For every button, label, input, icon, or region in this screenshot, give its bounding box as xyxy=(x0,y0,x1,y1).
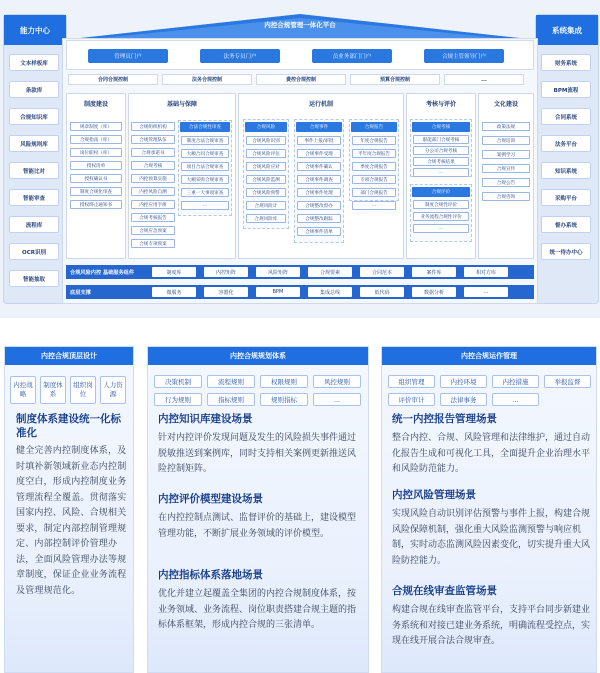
review-head: 合法合规性审查 xyxy=(180,122,230,132)
foundation-item[interactable]: 合规考核 xyxy=(131,161,175,170)
support-item[interactable]: 容器化 xyxy=(204,287,248,297)
assessment-head: 合规考核 xyxy=(412,122,470,132)
capability-item[interactable]: 风险规则库 xyxy=(9,135,59,152)
foundation-item[interactable]: 合规承诺书 xyxy=(131,148,175,157)
capability-item[interactable]: 文本样板库 xyxy=(9,54,59,71)
planning-section-title: 内控知识库建设场景 xyxy=(158,413,253,425)
planning-tag[interactable]: 行为规则 xyxy=(154,393,202,406)
planning-section-title: 内控指标体系落地场景 xyxy=(158,569,263,581)
culture-item[interactable]: 案例学习 xyxy=(482,150,530,159)
culture-item[interactable]: 合规公告 xyxy=(482,178,530,187)
component-bar-label: 合规风险内控 基础服务组件 xyxy=(70,269,135,276)
risk-item[interactable]: 合规风险库 xyxy=(246,214,286,223)
architecture-diagram xyxy=(0,0,600,318)
culture-item[interactable]: 合规咨询 xyxy=(482,192,530,201)
portal-item[interactable]: 管理员门户 xyxy=(88,49,168,63)
operation-tag[interactable]: 法律事务 xyxy=(440,393,487,406)
risk-item[interactable]: 合规风险计 xyxy=(246,201,286,210)
operation-section-body: 构建合规在线审查监管平台，支持平台同步新建业务系统和对接已建业务系统，明确流程受控点，实现在线开展合法合规审查。 xyxy=(392,605,591,646)
foundation-item[interactable]: 内控应用手册 xyxy=(131,200,175,209)
operation-tag[interactable]: 组织管理 xyxy=(388,375,435,388)
institution-item[interactable]: 合规指南（库） xyxy=(70,135,122,144)
appraisal-item[interactable]: ... xyxy=(413,224,469,233)
institution-item[interactable]: 授权清单 xyxy=(70,161,122,170)
component-item[interactable]: 制度库 xyxy=(152,267,196,277)
appraisal-head: 合规评价 xyxy=(412,187,470,197)
component-item[interactable]: 内控矩阵 xyxy=(204,267,248,277)
card-planning-system-title: 内控合规规划体系 xyxy=(148,347,368,365)
support-item[interactable]: 集成总线 xyxy=(308,287,352,297)
operation-section-body: 实现风险自动识别评估预警与事件上报，构建合规风险保障机制，强化重大风险监测预警与响应机制，实时动态监测风险因素变化，切实提升重大风险防控能力。 xyxy=(392,509,591,566)
component-item[interactable]: 合同范本 xyxy=(360,267,404,277)
support-item[interactable]: 微服务 xyxy=(152,287,196,297)
portal-item[interactable]: 合规主管领导门户 xyxy=(424,49,504,63)
panel-institution-title: 制度建设 xyxy=(83,100,108,108)
culture-item[interactable]: 合规宣传 xyxy=(482,164,530,173)
risk-head: 合规风险 xyxy=(245,122,287,132)
operation-tag[interactable]: 内控措施 xyxy=(492,375,539,388)
risk-item[interactable]: 合规风险监测 xyxy=(246,175,286,184)
planning-section-body: 优化并建立起覆盖全集团的内控合规制度体系，按业务领域、业务流程、岗位职责搭建合规主题的指标体系框架，形成内控合规的三张清单。 xyxy=(158,589,357,630)
report-item[interactable]: ... xyxy=(352,201,396,210)
risk-item[interactable]: 合规风险评估 xyxy=(246,149,286,158)
event-item[interactable]: 合规整改跟踪 xyxy=(297,214,341,223)
assessment-item[interactable]: ... xyxy=(413,168,469,177)
capability-item[interactable]: 智能比对 xyxy=(9,162,59,179)
review-item[interactable]: ... xyxy=(181,201,229,210)
component-item[interactable]: 合规要素 xyxy=(308,267,352,277)
event-item[interactable]: 合规事件确认 xyxy=(297,162,341,171)
report-item[interactable]: 年度合规报告 xyxy=(352,136,396,145)
capability-item[interactable]: 合规知识库 xyxy=(9,108,59,125)
appraisal-item[interactable]: 业务流程合规性评价 xyxy=(413,212,469,221)
appraisal-item[interactable]: 制度合规性评价 xyxy=(413,200,469,209)
foundation-item[interactable]: 合规专项预案 xyxy=(131,239,175,248)
foundation-item[interactable]: 内控风险自测 xyxy=(131,187,175,196)
risk-item[interactable]: 合规风险预警 xyxy=(246,188,286,197)
planning-tag[interactable]: 风控规则 xyxy=(313,375,361,388)
support-bar-label: 底层支撑 xyxy=(70,289,91,296)
integration-item[interactable]: 财务系统 xyxy=(541,54,591,71)
risk-item[interactable]: 合规风险应对 xyxy=(246,162,286,171)
foundation-item[interactable]: 合规应急预案 xyxy=(131,226,175,235)
capability-item[interactable]: 智能抽取 xyxy=(9,270,59,287)
planning-section-title: 内控评价模型建设场景 xyxy=(158,493,263,505)
event-item[interactable]: 合规事件处理 xyxy=(297,188,341,197)
operation-tag[interactable]: 举报监督 xyxy=(544,375,591,388)
institution-item[interactable]: 规章制度（库） xyxy=(70,122,122,131)
top-design-tag[interactable]: 组织岗位 xyxy=(70,376,96,404)
review-item[interactable]: 大额合同合规审查 xyxy=(181,149,229,158)
function-item[interactable]: 合同合规控制 xyxy=(68,74,158,85)
institution-item[interactable]: 授权确认书 xyxy=(70,174,122,183)
integration-item[interactable]: 法务平台 xyxy=(541,135,591,152)
component-item[interactable]: 风险矩阵 xyxy=(256,267,300,277)
integration-item[interactable]: 合同系统 xyxy=(541,108,591,125)
panel-mechanism-title: 运行机制 xyxy=(308,100,333,108)
function-item[interactable]: 费控合规控制 xyxy=(256,74,346,85)
planning-tag[interactable]: 指标规则 xyxy=(207,393,255,406)
planning-section-body: 针对内控评价发现问题及发生的风险损失事件通过脱敏推送到案例库，同时支持相关案例更新推送风险控制矩阵。 xyxy=(158,433,357,474)
top-design-section-body: 健全完善内控制度体系，及时填补新领域新业态内控制度空白，形成内控制度业务管理流程全覆盖。贯彻落实国家内控、风险、合规相关要求，制定内部控制管理规定、内部控制评价管理办法，全面风险管理办法等规章制度，保证企业业务流程及管理规范化。 xyxy=(16,446,127,596)
institution-item[interactable]: 岗位职权（库） xyxy=(70,148,122,157)
integration-item[interactable]: BPM流程 xyxy=(541,81,591,98)
capability-item[interactable]: 智能审查 xyxy=(9,189,59,206)
risk-item[interactable]: 合规风险识别 xyxy=(246,136,286,145)
planning-tag[interactable]: 流程规则 xyxy=(207,375,255,388)
operation-tag[interactable]: ... xyxy=(492,393,539,406)
event-head: 合规事件 xyxy=(296,122,342,132)
panel-culture-title: 文化建设 xyxy=(493,100,518,108)
function-item[interactable]: 预算合规控制 xyxy=(350,74,440,85)
top-design-tag[interactable]: 人力资源 xyxy=(100,376,126,404)
operation-section-title: 统一内控报告管理场景 xyxy=(392,413,497,425)
event-item[interactable]: 事件上报/审批 xyxy=(297,136,341,145)
event-item[interactable]: 合规事件受理 xyxy=(297,149,341,158)
integration-item[interactable]: 采购平台 xyxy=(541,189,591,206)
capability-center-title: 能力中心 xyxy=(4,15,66,45)
panel-culture xyxy=(478,93,534,259)
review-item[interactable]: 项目合法合规审查 xyxy=(181,162,229,171)
capability-item[interactable]: 流程库 xyxy=(9,216,59,233)
foundation-item[interactable]: 合规组织机构 xyxy=(131,122,175,131)
platform-title: 内控合规管理一体化平台 xyxy=(264,20,336,29)
card-top-design-title: 内控合规顶层设计 xyxy=(5,347,133,365)
function-item[interactable]: ... xyxy=(444,74,524,85)
foundation-item[interactable]: 内控预算实施 xyxy=(131,174,175,183)
component-item[interactable]: 案件库 xyxy=(412,267,456,277)
support-item[interactable]: BPM xyxy=(256,287,300,297)
capability-item[interactable]: OCR识别 xyxy=(9,243,59,260)
integration-item[interactable]: 督办系统 xyxy=(541,216,591,233)
assessment-item[interactable]: 职能部门合规考核 xyxy=(413,135,469,144)
top-design-section-title: 制度体系建设统一化标准化 xyxy=(16,413,121,439)
integration-item[interactable]: 统一待办中心 xyxy=(541,243,591,260)
report-item[interactable]: 季度合规报告 xyxy=(352,162,396,171)
component-item[interactable]: 相对方库 xyxy=(464,267,508,277)
card-operation-title: 内控合规运作管理 xyxy=(382,347,596,365)
portal-item[interactable]: 法务专员门户 xyxy=(200,49,280,63)
report-item[interactable]: 专项合规报告 xyxy=(352,175,396,184)
report-head: 合规报告 xyxy=(351,122,397,132)
foundation-item[interactable]: 合规管理队伍 xyxy=(131,135,175,144)
support-item[interactable]: 低代码 xyxy=(360,287,404,297)
operation-section-body: 整合内控、合规、风险管理和法律维护，通过自动化报告生成和可视化工具，全面提升企业治理水平和风险防范能力。 xyxy=(392,433,591,474)
top-design-tag[interactable]: 制度体系 xyxy=(40,376,66,404)
event-item[interactable]: 合规事件调查 xyxy=(297,175,341,184)
top-design-tag[interactable]: 内控战略 xyxy=(10,376,36,404)
support-item[interactable]: ... xyxy=(464,287,508,297)
report-item[interactable]: 部门合规报告 xyxy=(352,188,396,197)
operation-section-title: 合规在线审查监管场景 xyxy=(392,585,497,597)
review-item[interactable]: 大额采购合规审查 xyxy=(181,175,229,184)
planning-tag[interactable]: ... xyxy=(313,393,361,406)
operation-tag[interactable]: 评价审计 xyxy=(388,393,435,406)
planning-tag[interactable]: 决策机制 xyxy=(154,375,202,388)
operation-tag[interactable]: 内控环境 xyxy=(440,375,487,388)
institution-item[interactable]: 制度合规化审查 xyxy=(70,187,122,196)
planning-tag[interactable]: 权限规则 xyxy=(260,375,308,388)
panel-evaluation-title: 考核与评价 xyxy=(425,100,456,108)
panel-foundation-title: 基础与保障 xyxy=(166,100,197,108)
review-item[interactable]: 三重一大事项审查 xyxy=(181,188,229,197)
integration-item[interactable]: 知识系统 xyxy=(541,162,591,179)
report-item[interactable]: 半年度合规报告 xyxy=(352,149,396,158)
event-item[interactable]: 合规整改督办 xyxy=(297,201,341,210)
portal-item[interactable]: 员业务部门门户 xyxy=(312,49,392,63)
operation-section-title: 内控风险管理场景 xyxy=(392,489,476,501)
culture-item[interactable]: 政策法规 xyxy=(482,122,530,131)
planning-section-body: 在内控控制点测试、监督评价的基础上，建设模型管理功能，不断扩展业务领域的评价模型。 xyxy=(158,513,357,539)
assessment-item[interactable]: 合规考核结果 xyxy=(413,157,469,166)
support-item[interactable]: 数据分析 xyxy=(412,287,456,297)
capability-item[interactable]: 条款库 xyxy=(9,81,59,98)
institution-item[interactable]: 授权终止通知书 xyxy=(70,200,122,209)
planning-tag[interactable]: 规则指标 xyxy=(260,393,308,406)
assessment-item[interactable]: 分公司合规考核 xyxy=(413,146,469,155)
culture-item[interactable]: 合规培训 xyxy=(482,136,530,145)
foundation-item[interactable]: 合规考核报告 xyxy=(131,213,175,222)
event-item[interactable]: 合规事件清单 xyxy=(297,227,341,236)
function-item[interactable]: 法务合规控制 xyxy=(162,74,252,85)
system-integration-title: 系统集成 xyxy=(536,15,598,45)
review-item[interactable]: 制度合法合规审查 xyxy=(181,136,229,145)
